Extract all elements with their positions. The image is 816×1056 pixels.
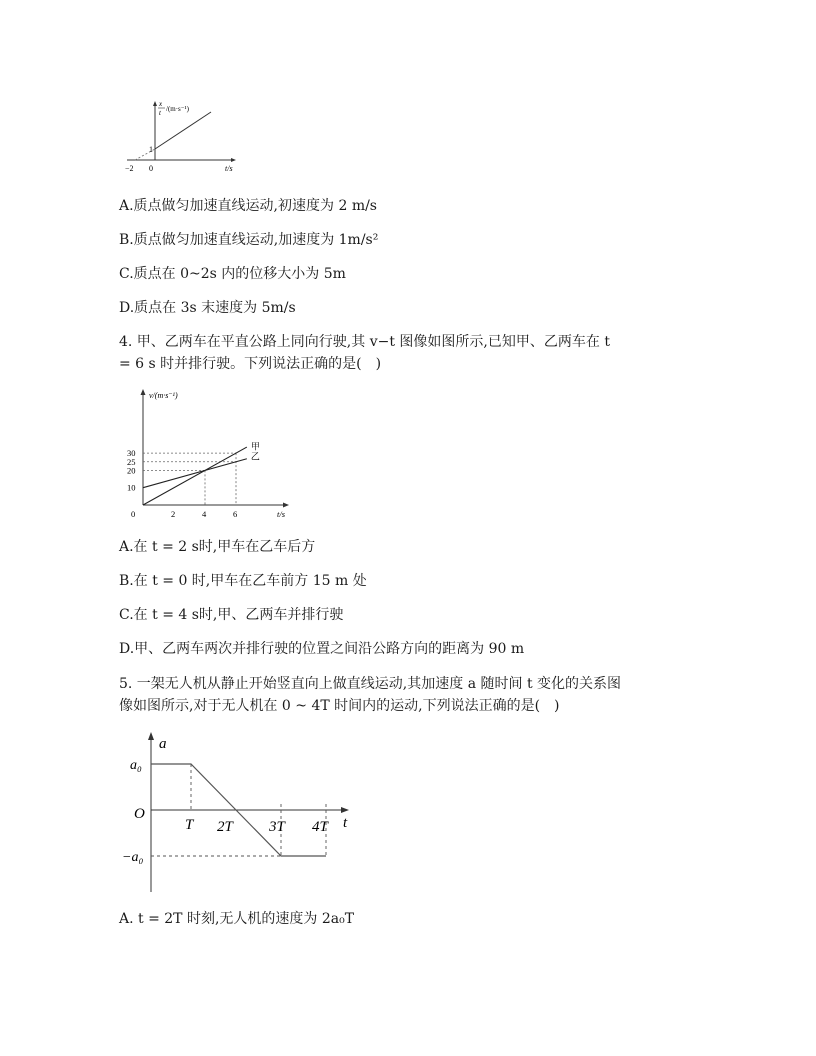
q4-stem-line-2: = 6 s 时并排行驶。下列说法正确的是( ) xyxy=(119,356,382,372)
y-tick-label-25: 25 xyxy=(127,456,136,467)
q3-option-d: D.质点在 3s 末速度为 5m/s xyxy=(119,300,296,316)
q4-option-b: B.在 t = 0 时,甲车在乙车前方 15 m 处 xyxy=(119,573,367,589)
x-tick-label-6: 6 xyxy=(233,509,238,519)
y-axis-arrow xyxy=(141,389,146,395)
y-axis-arrow xyxy=(148,732,154,740)
y-label-den: t xyxy=(159,109,161,117)
figure-3-at-graph xyxy=(115,728,365,898)
x-axis-label: t xyxy=(343,815,348,831)
x-axis-arrow xyxy=(283,503,289,508)
neg-a0-label: −a₀ xyxy=(122,850,144,865)
data-line xyxy=(155,112,211,149)
y-label-num: x xyxy=(159,100,163,108)
series-line-yi xyxy=(143,459,247,488)
q5-stem-line-2: 像如图所示,对于无人机在 0 ~ 4T 时间内的运动,下列说法正确的是( ) xyxy=(119,698,560,714)
tick-label-neg2: −2 xyxy=(125,164,134,173)
x-axis-label: t/s xyxy=(225,164,233,173)
y-tick-label-10: 10 xyxy=(127,482,136,493)
y-tick-label-30: 30 xyxy=(127,448,136,459)
q3-option-b: B.质点做匀加速直线运动,加速度为 1m/s² xyxy=(119,232,379,248)
q5-option-a: A. t = 2T 时刻,无人机的速度为 2a₀T xyxy=(119,911,355,927)
tick-T: T xyxy=(185,817,194,833)
series-line-jia xyxy=(143,447,247,505)
x-tick-label-0: 0 xyxy=(131,509,136,519)
q5-stem-line-1: 5. 一架无人机从静止开始竖直向上做直线运动,其加速度 a 随时间 t 变化的关系图 xyxy=(119,676,622,692)
x-axis-arrow xyxy=(231,158,236,162)
tick-label-0: 0 xyxy=(149,164,153,173)
tick-4T: 4T xyxy=(312,819,328,835)
tick-label-1: 1 xyxy=(149,145,153,154)
series-label-yi: 乙 xyxy=(250,451,260,462)
tick-2T: 2T xyxy=(217,819,233,835)
y-axis-arrow xyxy=(153,101,157,106)
q4-stem-line-1: 4. 甲、乙两车在平直公路上同向行驶,其 v−t 图像如图所示,已知甲、乙两车在 t xyxy=(119,334,610,350)
y-axis-label: a xyxy=(159,736,167,752)
tick-3T: 3T xyxy=(269,819,285,835)
q3-option-a: A.质点做匀加速直线运动,初速度为 2 m/s xyxy=(119,198,377,214)
origin-label: O xyxy=(134,806,145,822)
q4-option-d: D.甲、乙两车两次并排行驶的位置之间沿公路方向的距离为 90 m xyxy=(119,641,525,657)
series-label-jia: 甲 xyxy=(250,441,260,452)
a0-label: a₀ xyxy=(130,758,142,773)
y-axis-label: v/(m·s⁻¹) xyxy=(149,391,178,400)
x-axis-arrow xyxy=(341,807,349,813)
x-tick-label-4: 4 xyxy=(202,509,207,519)
figure-1-graph xyxy=(115,98,245,178)
figure-2-vt-graph xyxy=(115,385,305,525)
q4-option-a: A.在 t = 2 s时,甲车在乙车后方 xyxy=(119,539,316,555)
q4-option-c: C.在 t = 4 s时,甲、乙两车并排行驶 xyxy=(119,607,344,623)
x-tick-label-2: 2 xyxy=(171,509,176,519)
y-label-unit: /(m·s⁻¹) xyxy=(166,105,189,113)
x-axis-label: t/s xyxy=(277,509,286,519)
y-tick-label-20: 20 xyxy=(127,465,136,476)
q3-option-c: C.质点在 0~2s 内的位移大小为 5m xyxy=(119,266,346,282)
